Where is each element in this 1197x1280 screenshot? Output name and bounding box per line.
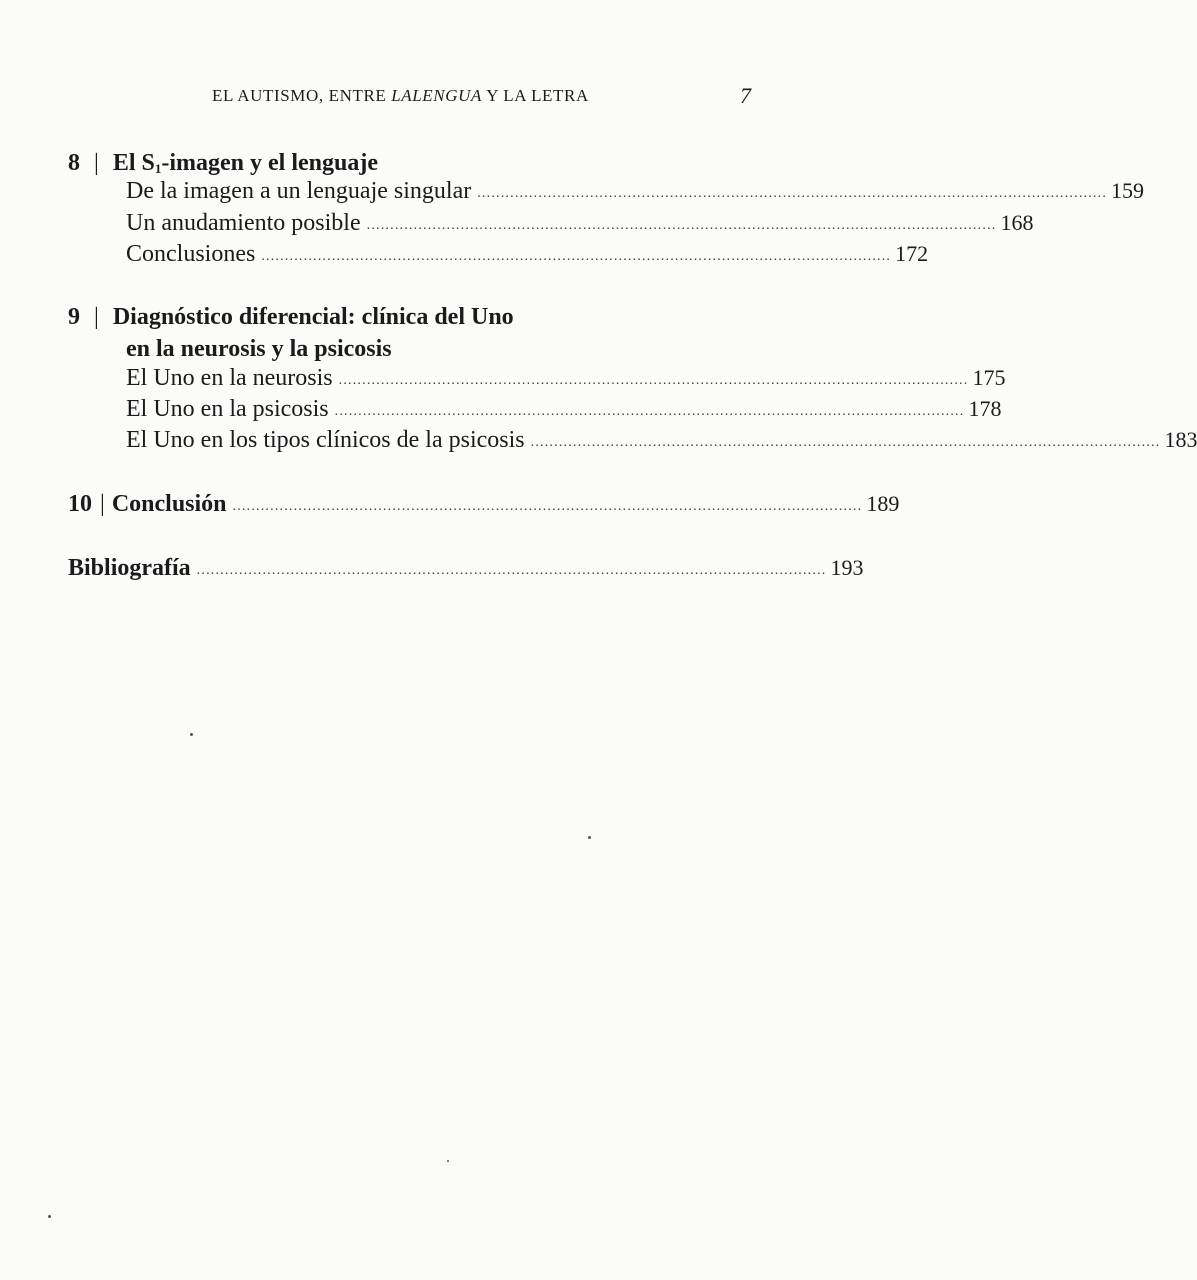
- chapter-number: 9: [68, 304, 80, 330]
- running-head-title-part: Y LA LETRA: [481, 86, 589, 105]
- toc-entry[interactable]: [126, 178, 1145, 210]
- chapter-title: Diagnóstico diferencial: clínica del Uno: [112, 304, 514, 330]
- toc-entry[interactable]: [126, 427, 1197, 459]
- running-head: [0, 83, 866, 112]
- chapter-8-heading: [68, 150, 378, 177]
- toc-entry[interactable]: [126, 396, 1002, 428]
- toc-entry-page: 172: [895, 241, 929, 266]
- toc-entry-title: El Uno en los tipos clínicos de la psicosis: [126, 427, 525, 453]
- toc-entry-page: 159: [1111, 178, 1145, 203]
- chapter-number: 10: [68, 491, 92, 517]
- toc-entry-page: 183: [1164, 427, 1197, 452]
- toc-entry-title: El Uno en la neurosis: [126, 365, 333, 391]
- toc-entry-page: 175: [972, 365, 1006, 390]
- running-head-title: [212, 86, 589, 106]
- toc-entry-title: De la imagen a un lenguaje singular: [126, 178, 472, 204]
- chapter-9-heading: [68, 304, 514, 331]
- toc-entry-title: Conclusiones: [126, 241, 256, 267]
- chapter-title-part: -imagen y el lenguaje: [161, 150, 378, 176]
- bibliography-entry[interactable]: [68, 555, 864, 587]
- chapter-number: 8: [68, 150, 80, 176]
- page-number: 7: [740, 83, 751, 108]
- toc-entry-page: 189: [866, 491, 900, 516]
- toc-entry-page: 178: [968, 396, 1002, 421]
- paper-speck: [48, 1215, 51, 1218]
- chapter-title-part: El S: [112, 150, 155, 176]
- leader-dots: ......................................................................................................................................: [477, 186, 1108, 201]
- paper-speck: [190, 733, 193, 736]
- toc-entry-page: 168: [1000, 210, 1034, 235]
- running-head-title-italic: LALENGUA: [391, 86, 482, 105]
- paper-speck: [447, 1160, 449, 1162]
- running-head-title-part: EL AUTISMO, ENTRE: [212, 86, 392, 105]
- toc-entry-title: Un anudamiento posible: [126, 210, 361, 236]
- chapter-10-entry[interactable]: [68, 491, 900, 523]
- leader-dots: ......................................................................................................................................: [334, 404, 965, 419]
- chapter-separator: |: [94, 150, 99, 176]
- chapter-title: [113, 150, 378, 176]
- toc-entry[interactable]: [126, 210, 1034, 242]
- leader-dots: ......................................................................................................................................: [366, 218, 997, 233]
- chapter-9-heading-line2: en la neurosis y la psicosis: [126, 336, 392, 362]
- toc-entry[interactable]: [126, 365, 1006, 397]
- chapter-separator: |: [100, 491, 105, 517]
- leader-dots: ......................................................................................................................................: [261, 249, 892, 264]
- toc-entry[interactable]: [126, 241, 929, 273]
- bibliography-title: Bibliografía: [68, 555, 191, 581]
- chapter-title: Conclusión: [111, 491, 227, 517]
- leader-dots: ......................................................................................................................................: [196, 563, 827, 578]
- toc-entry-title: El Uno en la psicosis: [126, 396, 329, 422]
- chapter-separator: |: [94, 304, 99, 330]
- paper-speck: [588, 836, 591, 839]
- chapter-title-subscript: 1: [154, 161, 162, 176]
- leader-dots: ......................................................................................................................................: [338, 373, 969, 388]
- leader-dots: ......................................................................................................................................: [530, 435, 1161, 450]
- toc-entry-page: 193: [830, 555, 864, 580]
- leader-dots: ......................................................................................................................................: [232, 499, 863, 514]
